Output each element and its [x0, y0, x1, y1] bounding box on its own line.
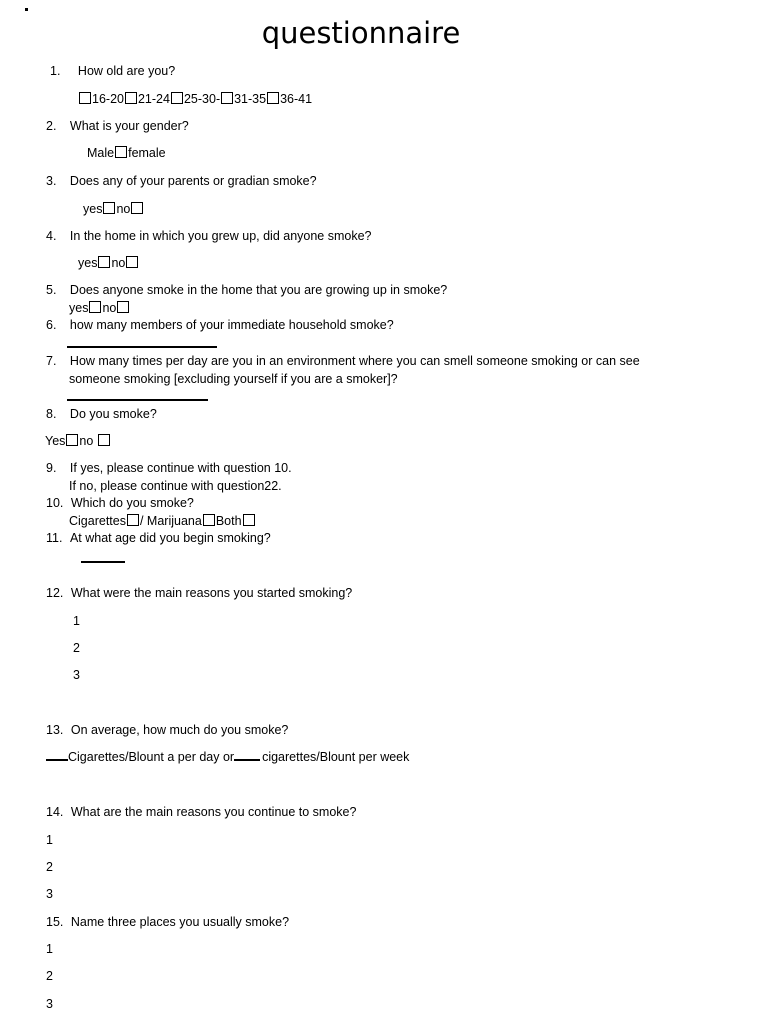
option-label: no: [79, 434, 94, 448]
smoke-type-options: [69, 514, 256, 529]
question-14: [46, 805, 356, 820]
option-label: 21-24: [137, 92, 170, 106]
question-number: 5.: [46, 283, 57, 297]
home-smoke-options: [69, 301, 130, 316]
list-item: 3: [46, 887, 53, 901]
question-text: how many members of your immediate household smoke?: [69, 318, 394, 332]
checkbox-no[interactable]: [117, 301, 129, 313]
per-week-blank[interactable]: [234, 755, 260, 761]
age-options: [78, 92, 312, 107]
question-text: Does any of your parents or gradian smoke?: [69, 174, 317, 188]
question-number: 11.: [46, 531, 63, 545]
grew-up-smoke-options: [78, 256, 139, 271]
list-item: 2: [73, 641, 80, 655]
answer-line[interactable]: [67, 399, 208, 401]
option-label: female: [128, 146, 166, 160]
question-text: How many times per day are you in an environment where you can smell someone smoking or can see: [69, 354, 640, 368]
question-text: At what age did you begin smoking?: [69, 531, 271, 545]
per-day-blank[interactable]: [46, 755, 68, 761]
option-label: yes: [69, 301, 89, 315]
question-12: [46, 586, 352, 601]
per-week-label: cigarettes/Blount per week: [262, 750, 410, 764]
question-number: 15.: [46, 915, 64, 929]
list-item: 1: [73, 614, 80, 628]
gender-options: [87, 146, 166, 161]
question-number: 13.: [46, 723, 64, 737]
answer-line[interactable]: [67, 346, 217, 348]
question-text: What were the main reasons you started smoking?: [70, 586, 353, 600]
checkbox-31-35[interactable]: [221, 92, 233, 104]
option-label: Both: [215, 514, 242, 528]
question-text: How old are you?: [77, 64, 176, 78]
question-number: 4.: [46, 229, 57, 243]
option-label: Male: [87, 146, 115, 160]
checkbox-36-41[interactable]: [267, 92, 279, 104]
question-10: [46, 496, 194, 511]
checkbox-male[interactable]: [115, 146, 127, 158]
checkbox-both[interactable]: [243, 514, 255, 526]
option-label: no: [116, 202, 131, 216]
checkbox-yes[interactable]: [89, 301, 101, 313]
checkbox-yes[interactable]: [103, 202, 115, 214]
question-number: 10.: [46, 496, 64, 510]
question-8: [46, 407, 157, 422]
bullet-mark: [25, 8, 28, 11]
checkbox-yes[interactable]: [98, 256, 110, 268]
question-4: [46, 229, 372, 244]
list-item: 3: [46, 997, 53, 1011]
question-text: If yes, please continue with question 10.: [69, 461, 292, 475]
checkbox-cigarettes[interactable]: [127, 514, 139, 526]
question-text: Which do you smoke?: [70, 496, 194, 510]
question-9: [46, 461, 292, 476]
list-item: 3: [73, 668, 80, 682]
option-label: 31-35: [234, 92, 267, 106]
checkbox-16-20[interactable]: [79, 92, 91, 104]
option-label: Yes: [45, 434, 66, 448]
question-text: On average, how much do you smoke?: [70, 723, 289, 737]
question-5: [46, 283, 447, 298]
list-item: 1: [46, 833, 53, 847]
checkbox-marijuana[interactable]: [203, 514, 215, 526]
option-label: yes: [83, 202, 103, 216]
list-item: 2: [46, 969, 53, 983]
question-1: [50, 64, 175, 79]
option-label: no: [111, 256, 126, 270]
question-number: 6.: [46, 318, 57, 332]
question-text: Do you smoke?: [69, 407, 157, 421]
checkbox-no[interactable]: [98, 434, 110, 446]
question-text: What are the main reasons you continue to smoke?: [70, 805, 357, 819]
option-label: yes: [78, 256, 98, 270]
question-number: 3.: [46, 174, 57, 188]
option-label: 36-41: [280, 92, 313, 106]
parents-smoke-options: [83, 202, 144, 217]
question-15: [46, 915, 289, 930]
checkbox-yes[interactable]: [66, 434, 78, 446]
question-7: [46, 354, 640, 369]
list-item: 2: [46, 860, 53, 874]
question-6: [46, 318, 394, 333]
question-text: Does anyone smoke in the home that you are growing up in smoke?: [69, 283, 448, 297]
option-label: 25-30-: [183, 92, 221, 106]
option-label: / Marijuana: [139, 514, 202, 528]
checkbox-no[interactable]: [131, 202, 143, 214]
question-text: In the home in which you grew up, did anyone smoke?: [69, 229, 372, 243]
do-you-smoke-options: [45, 434, 111, 449]
question-11: [46, 531, 271, 546]
option-label: 16-20: [92, 92, 124, 106]
smoking-amount-line: [46, 750, 409, 765]
per-day-label: Cigarettes/Blount a per day or: [68, 750, 235, 764]
question-number: 1.: [50, 64, 61, 78]
question-7-line-2: someone smoking [excluding yourself if you are a smoker]?: [69, 372, 398, 386]
page-title: questionnaire: [261, 16, 461, 50]
checkbox-25-30[interactable]: [171, 92, 183, 104]
question-number: 9.: [46, 461, 57, 475]
question-text: Name three places you usually smoke?: [70, 915, 290, 929]
question-text: What is your gender?: [69, 119, 189, 133]
option-label: no: [102, 301, 117, 315]
checkbox-no[interactable]: [126, 256, 138, 268]
answer-line[interactable]: [81, 561, 125, 563]
checkbox-21-24[interactable]: [125, 92, 137, 104]
question-number: 8.: [46, 407, 57, 421]
question-number: 2.: [46, 119, 57, 133]
question-number: 7.: [46, 354, 57, 368]
list-item: 1: [46, 942, 53, 956]
question-2: [46, 119, 189, 134]
question-number: 14.: [46, 805, 64, 819]
question-number: 12.: [46, 586, 64, 600]
question-3: [46, 174, 317, 189]
option-label: Cigarettes: [69, 514, 126, 528]
question-9-line-2: If no, please continue with question22.: [69, 479, 282, 493]
question-13: [46, 723, 288, 738]
